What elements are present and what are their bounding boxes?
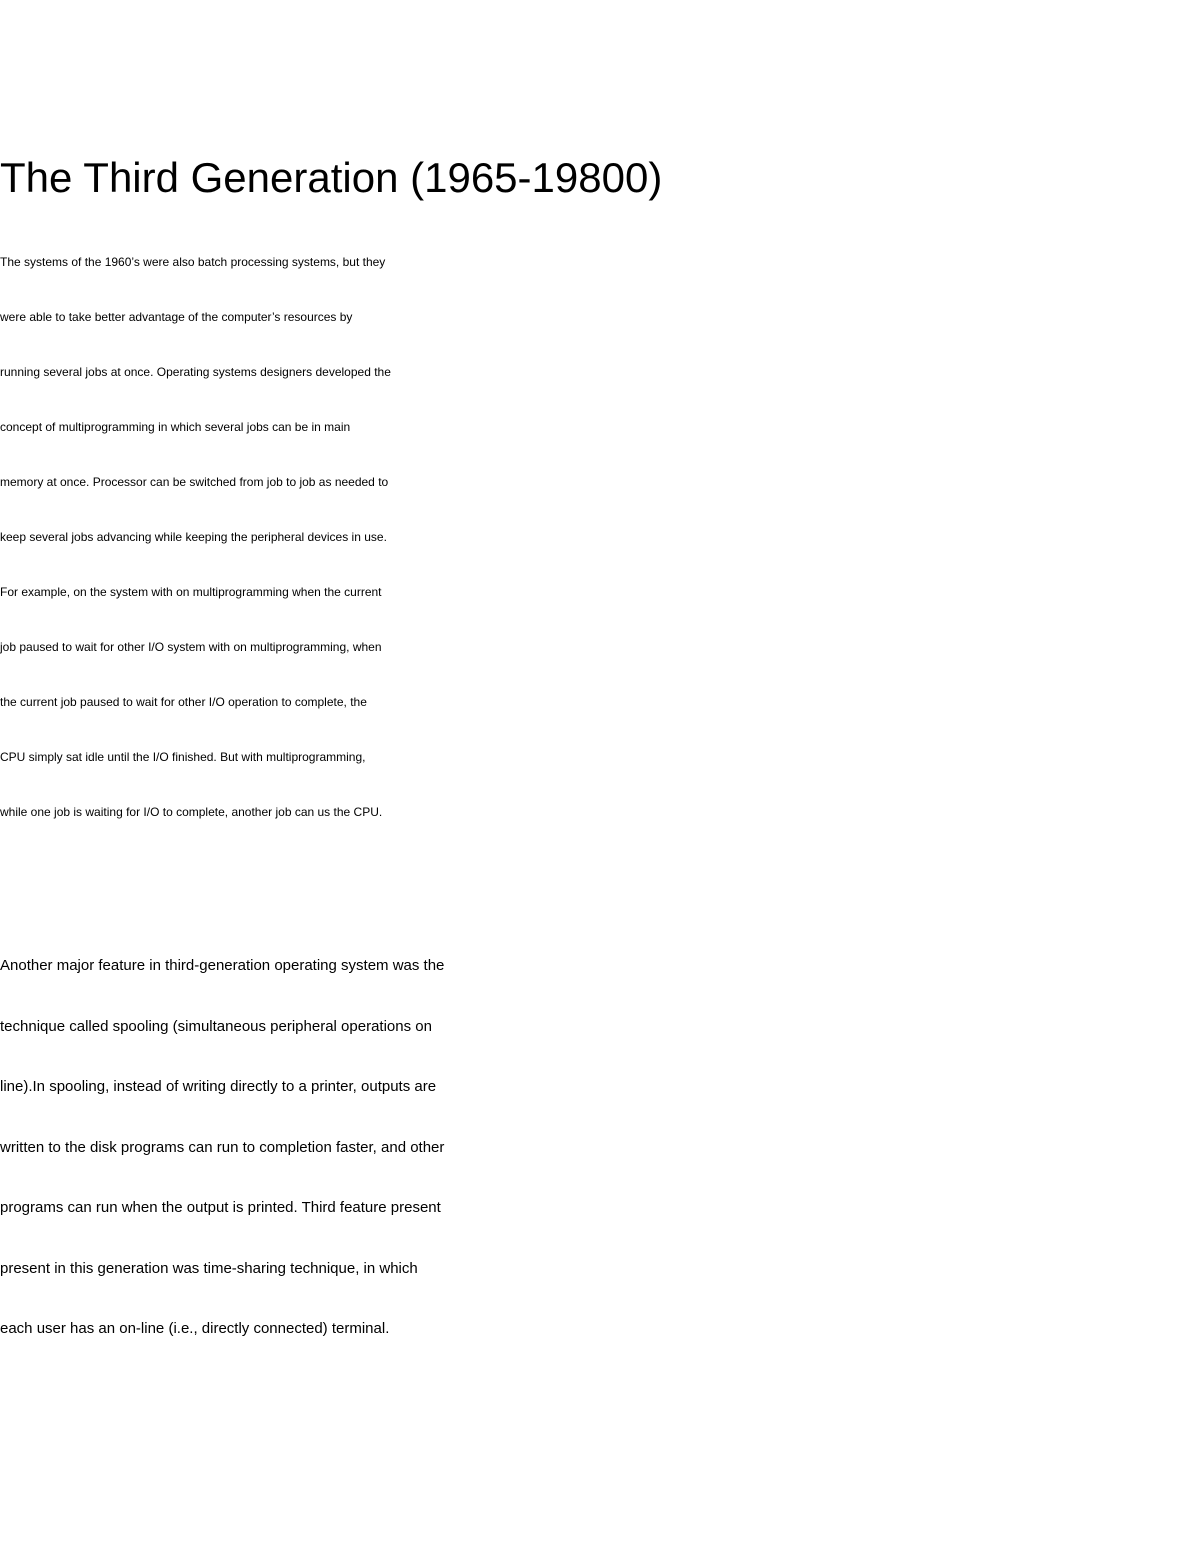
paragraph-line: memory at once. Processor can be switched from job to job as needed to — [0, 475, 389, 489]
paragraph-line: running several jobs at once. Operating systems designers developed the — [0, 365, 391, 379]
paragraph-line: technique called spooling (simultaneous peripheral operations on — [0, 1017, 432, 1035]
paragraph-line: CPU simply sat idle until the I/O finished. But with multiprogramming, — [0, 750, 366, 764]
paragraph-line: were able to take better advantage of the computer’s resources by — [0, 310, 353, 324]
paragraph-line: concept of multiprogramming in which several jobs can be in main — [0, 420, 351, 434]
paragraph-line: the current job paused to wait for other I/O operation to complete, the — [0, 695, 367, 709]
paragraph-line: each user has an on-line (i.e., directly connected) terminal. — [0, 1320, 390, 1337]
paragraph-line: keep several jobs advancing while keeping the peripheral devices in use. — [0, 530, 387, 544]
paragraph-line: Another major feature in third-generation operating system was the — [0, 957, 445, 974]
paragraph-line: line).In spooling, instead of writing directly to a printer, outputs are — [0, 1078, 437, 1095]
paragraph-line: while one job is waiting for I/O to complete, another job can us the CPU. — [0, 805, 383, 819]
paragraph-line: job paused to wait for other I/O system with on multiprogramming, when — [0, 640, 382, 654]
paragraph-multiprogramming — [0, 235, 1200, 840]
paragraph-spooling — [0, 936, 1200, 1360]
paragraph-line: For example, on the system with on multiprogramming when the current — [0, 585, 382, 599]
paragraph-line: The systems of the 1960’s were also batch processing systems, but they — [0, 255, 386, 269]
page-title: The Third Generation (1965-19800) — [0, 154, 663, 201]
paragraph-line: programs can run when the output is printed. Third feature present — [0, 1199, 441, 1216]
paragraph-line: present in this generation was time-sharing technique, in which — [0, 1259, 418, 1277]
paragraph-line: written to the disk programs can run to completion faster, and other — [0, 1138, 445, 1156]
